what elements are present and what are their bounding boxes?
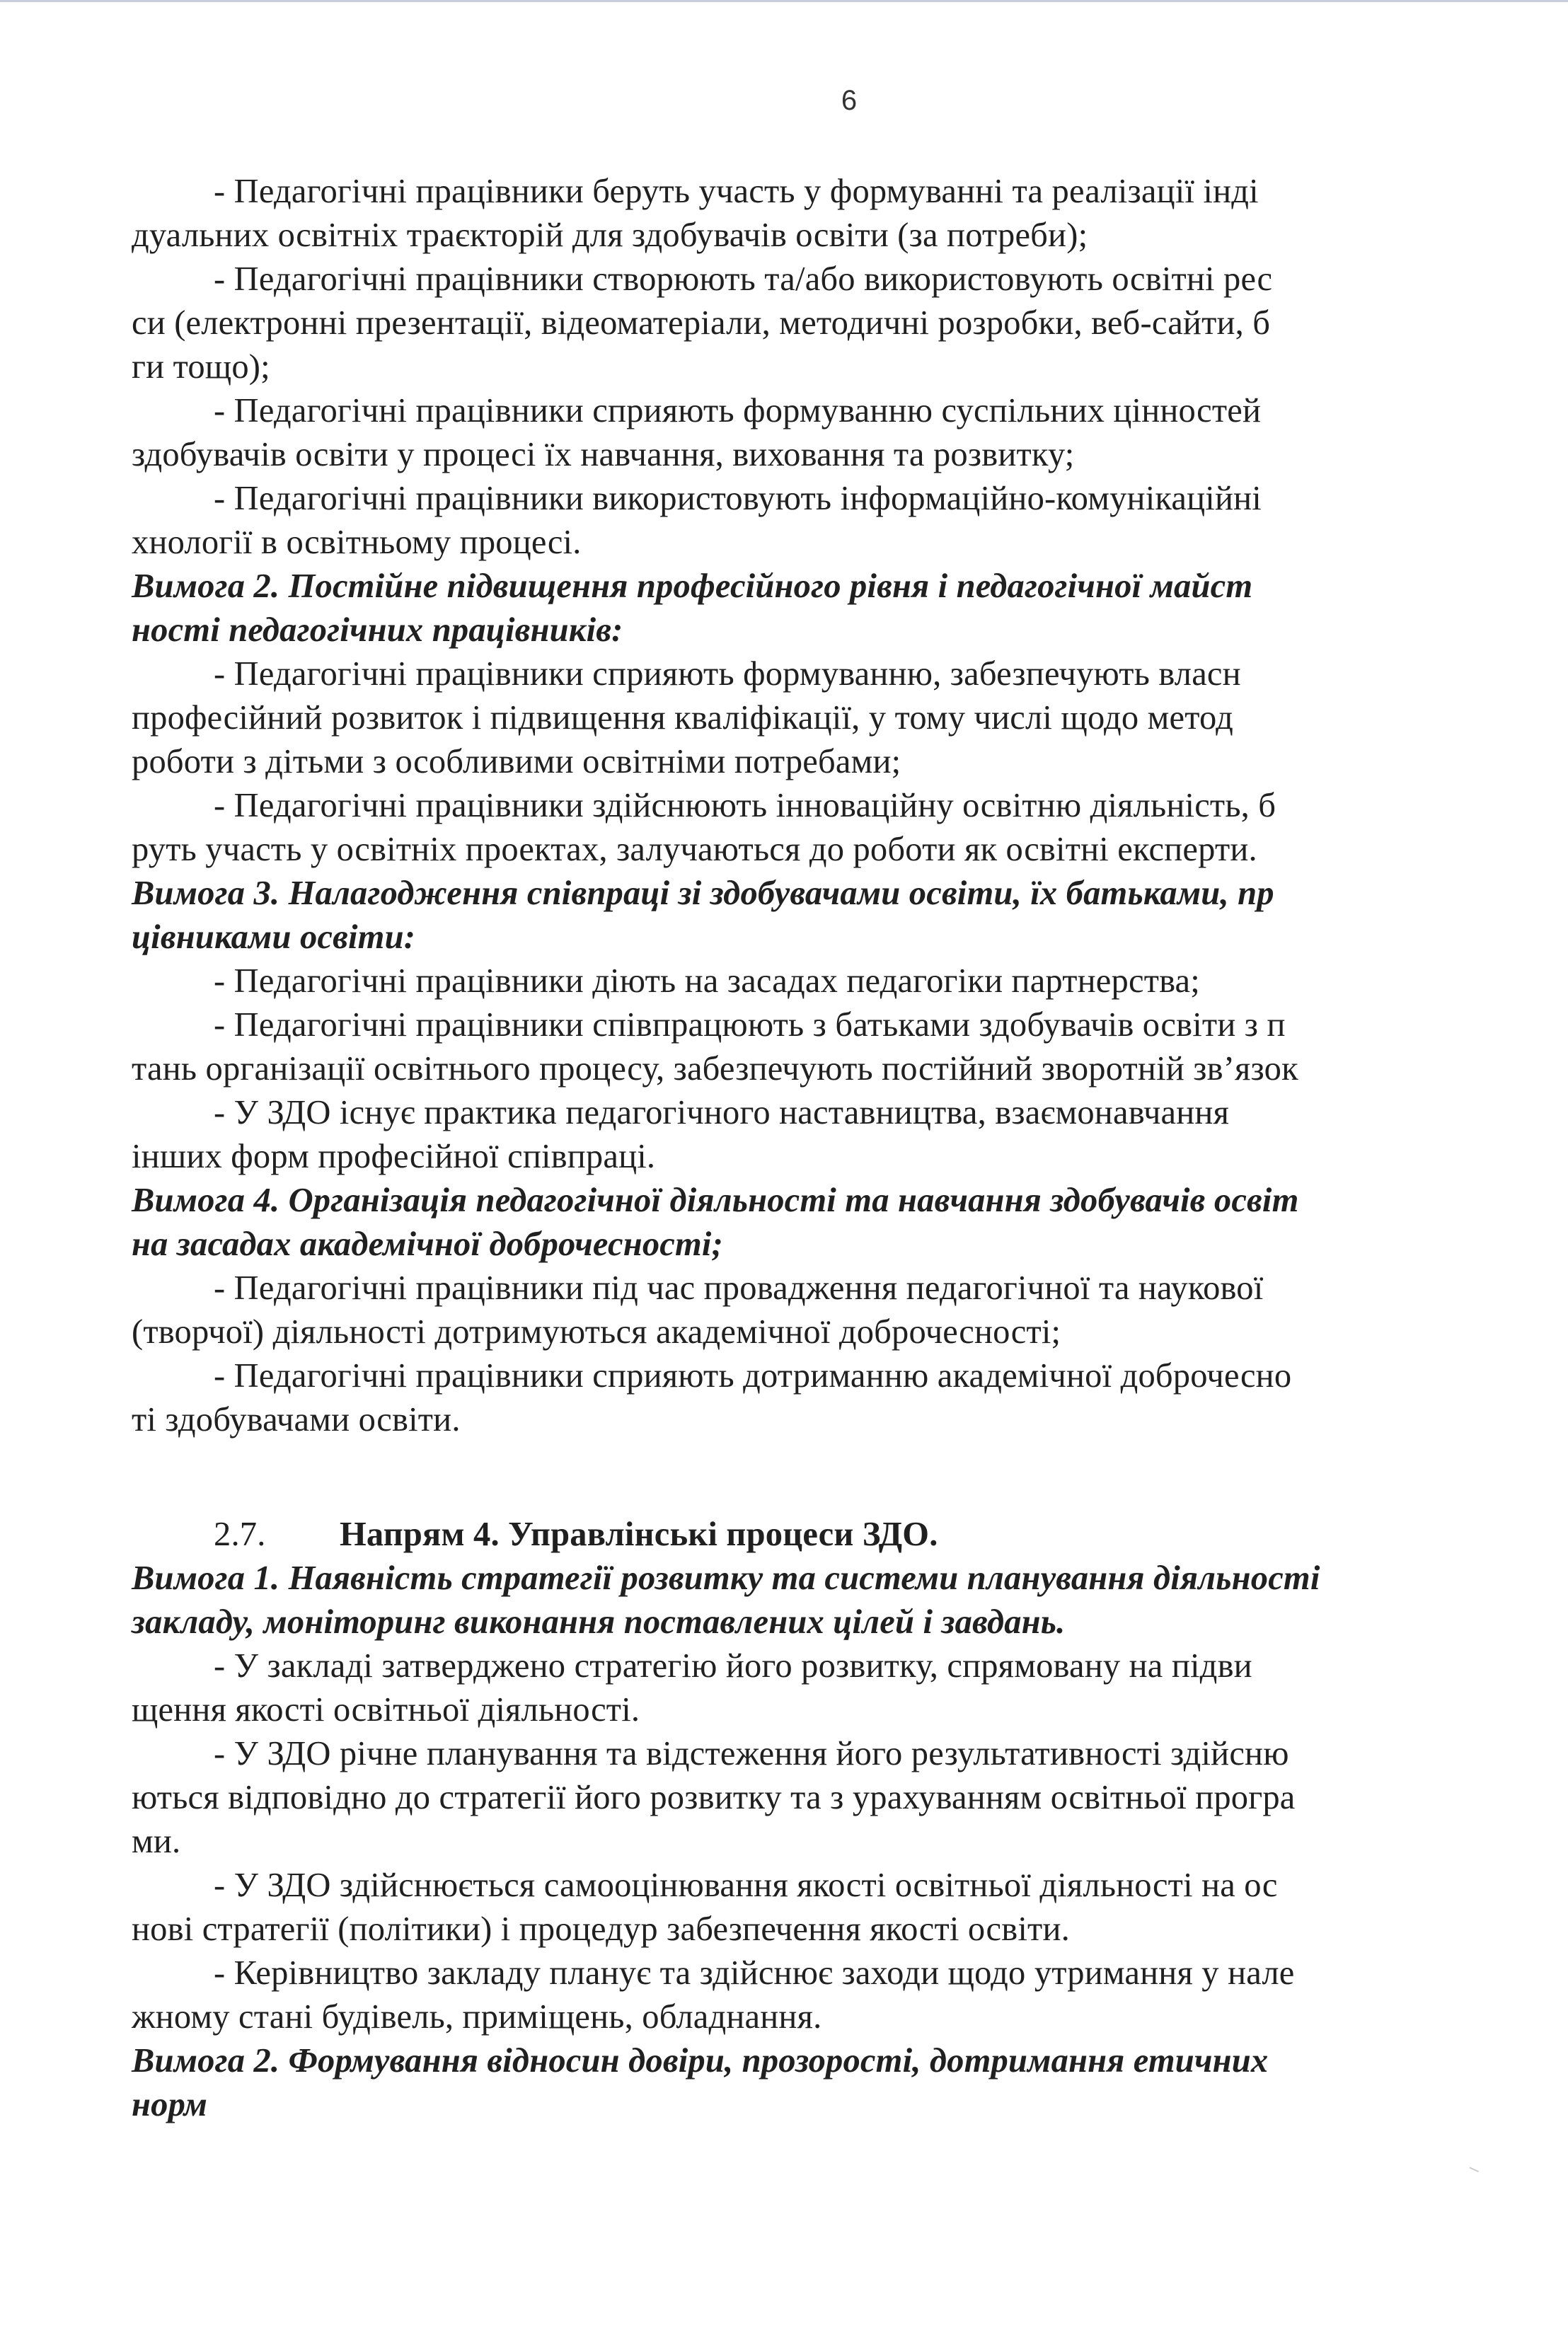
requirement-heading-line: Вимога 4. Організація педагогічної діяльності та навчання здобувачів освіт xyxy=(132,1182,1299,1219)
text-line: ті здобувачами освіти. xyxy=(132,1401,461,1438)
requirement-heading xyxy=(132,2039,1391,2127)
requirement-heading-line: цівниками освіти: xyxy=(132,918,416,956)
text-line: - У ЗДО здійснюється самооцінювання якості освітньої діяльності на ос xyxy=(214,1867,1278,1904)
text-line: - Педагогічні працівники діють на засадах педагогіки партнерства; xyxy=(214,962,1200,1000)
paragraph-group-1 xyxy=(132,170,1391,565)
text-line: ги тощо); xyxy=(132,348,270,386)
requirement-heading xyxy=(132,872,1391,959)
requirement-heading-line: закладу, моніторинг виконання поставлених цілей і завдань. xyxy=(132,1603,1066,1641)
text-line: щення якості освітньої діяльності. xyxy=(132,1691,640,1729)
text-line: - Педагогічні працівники створюють та/або використовують освітні рес xyxy=(214,260,1273,298)
text-line: жному стані будівель, приміщень, обладнання. xyxy=(132,1998,822,2036)
requirement-heading-line: Вимога 1. Наявність стратегії розвитку та системи планування діяльності xyxy=(132,1559,1320,1597)
text-line: роботи з дітьми з особливими освітніми потребами; xyxy=(132,743,901,780)
text-line: професійний розвиток і підвищення кваліфікації, у тому числі щодо метод xyxy=(132,699,1233,737)
text-line: дуальних освітніх траєкторій для здобувачів освіти (за потреби); xyxy=(132,217,1088,254)
text-line: ються відповідно до стратегії його розвитку та з урахуванням освітньої програ xyxy=(132,1779,1296,1816)
requirement-heading-line: на засадах академічної доброчесності; xyxy=(132,1226,723,1263)
text-line: - У закладі затверджено стратегію його розвитку, спрямовану на підви xyxy=(214,1647,1252,1685)
scan-speck xyxy=(1468,2167,1479,2176)
section-heading xyxy=(132,1513,1391,1557)
text-line: - Педагогічні працівники сприяють формуванню суспільних цінностей xyxy=(214,392,1262,429)
section-spacer xyxy=(132,1442,1391,1513)
page-number: 6 xyxy=(841,85,858,116)
paragraph-group-4 xyxy=(132,1267,1391,1442)
paragraph-group-2 xyxy=(132,652,1391,872)
text-line: тань організації освітнього процесу, забезпечують постійний зворотній зв’язок xyxy=(132,1050,1298,1088)
text-line: - Педагогічні працівники здійснюють інноваційну освітню діяльність, б xyxy=(214,787,1276,824)
text-line: нові стратегії (політики) і процедур забезпечення якості освіти. xyxy=(132,1910,1070,1948)
text-line: - Керівництво закладу планує та здійснює заходи щодо утримання у нале xyxy=(214,1954,1295,1992)
requirement-heading-line: Вимога 2. Формування відносин довіри, прозорості, дотримання етичних xyxy=(132,2042,1269,2080)
text-line: си (електронні презентації, відеоматеріали, методичні розробки, веб-сайти, б xyxy=(132,304,1271,342)
requirement-heading-line: Вимога 2. Постійне підвищення професійного рівня і педагогічної майст xyxy=(132,567,1253,605)
paragraph-group-3 xyxy=(132,959,1391,1179)
document-body xyxy=(132,170,1391,2127)
section-title: Напрям 4. Управлінські процеси ЗДО. xyxy=(340,1516,938,1553)
text-line: - Педагогічні працівники сприяють формуванню, забезпечують власн xyxy=(214,655,1241,693)
text-line: - Педагогічні працівники співпрацюють з батьками здобувачів освіти з п xyxy=(214,1006,1286,1044)
text-line: (творчої) діяльності дотримуються академічної доброчесності; xyxy=(132,1313,1061,1351)
text-line: - Педагогічні працівники беруть участь у формуванні та реалізації інді xyxy=(214,173,1259,210)
text-line: руть участь у освітніх проектах, залучаються до роботи як освітні експерти. xyxy=(132,831,1257,868)
requirement-heading xyxy=(132,1179,1391,1267)
text-line: здобувачів освіти у процесі їх навчання, виховання та розвитку; xyxy=(132,436,1075,473)
text-line: інших форм професійної співпраці. xyxy=(132,1138,656,1175)
text-line: - Педагогічні працівники сприяють дотриманню академічної доброчесно xyxy=(214,1357,1292,1395)
paragraph-group-5 xyxy=(132,1644,1391,2039)
text-line: ми. xyxy=(132,1823,181,1860)
section-number: 2.7. xyxy=(214,1516,266,1553)
requirement-heading xyxy=(132,565,1391,652)
text-line: хнології в освітньому процесі. xyxy=(132,524,582,561)
text-line: - Педагогічні працівники під час провадження педагогічної та наукової xyxy=(214,1269,1264,1307)
requirement-heading-line: Вимога 3. Налагодження співпраці зі здобувачами освіти, їх батьками, пр xyxy=(132,875,1274,912)
text-line: - У ЗДО річне планування та відстеження його результативності здійсню xyxy=(214,1735,1289,1772)
requirement-heading-line: ності педагогічних працівників: xyxy=(132,611,623,649)
text-line: - У ЗДО існує практика педагогічного наставництва, взаємонавчання xyxy=(214,1094,1230,1131)
requirement-heading xyxy=(132,1557,1391,1644)
text-line: - Педагогічні працівники використовують інформаційно-комунікаційні xyxy=(214,480,1262,517)
requirement-heading-line: норм xyxy=(132,2086,208,2123)
